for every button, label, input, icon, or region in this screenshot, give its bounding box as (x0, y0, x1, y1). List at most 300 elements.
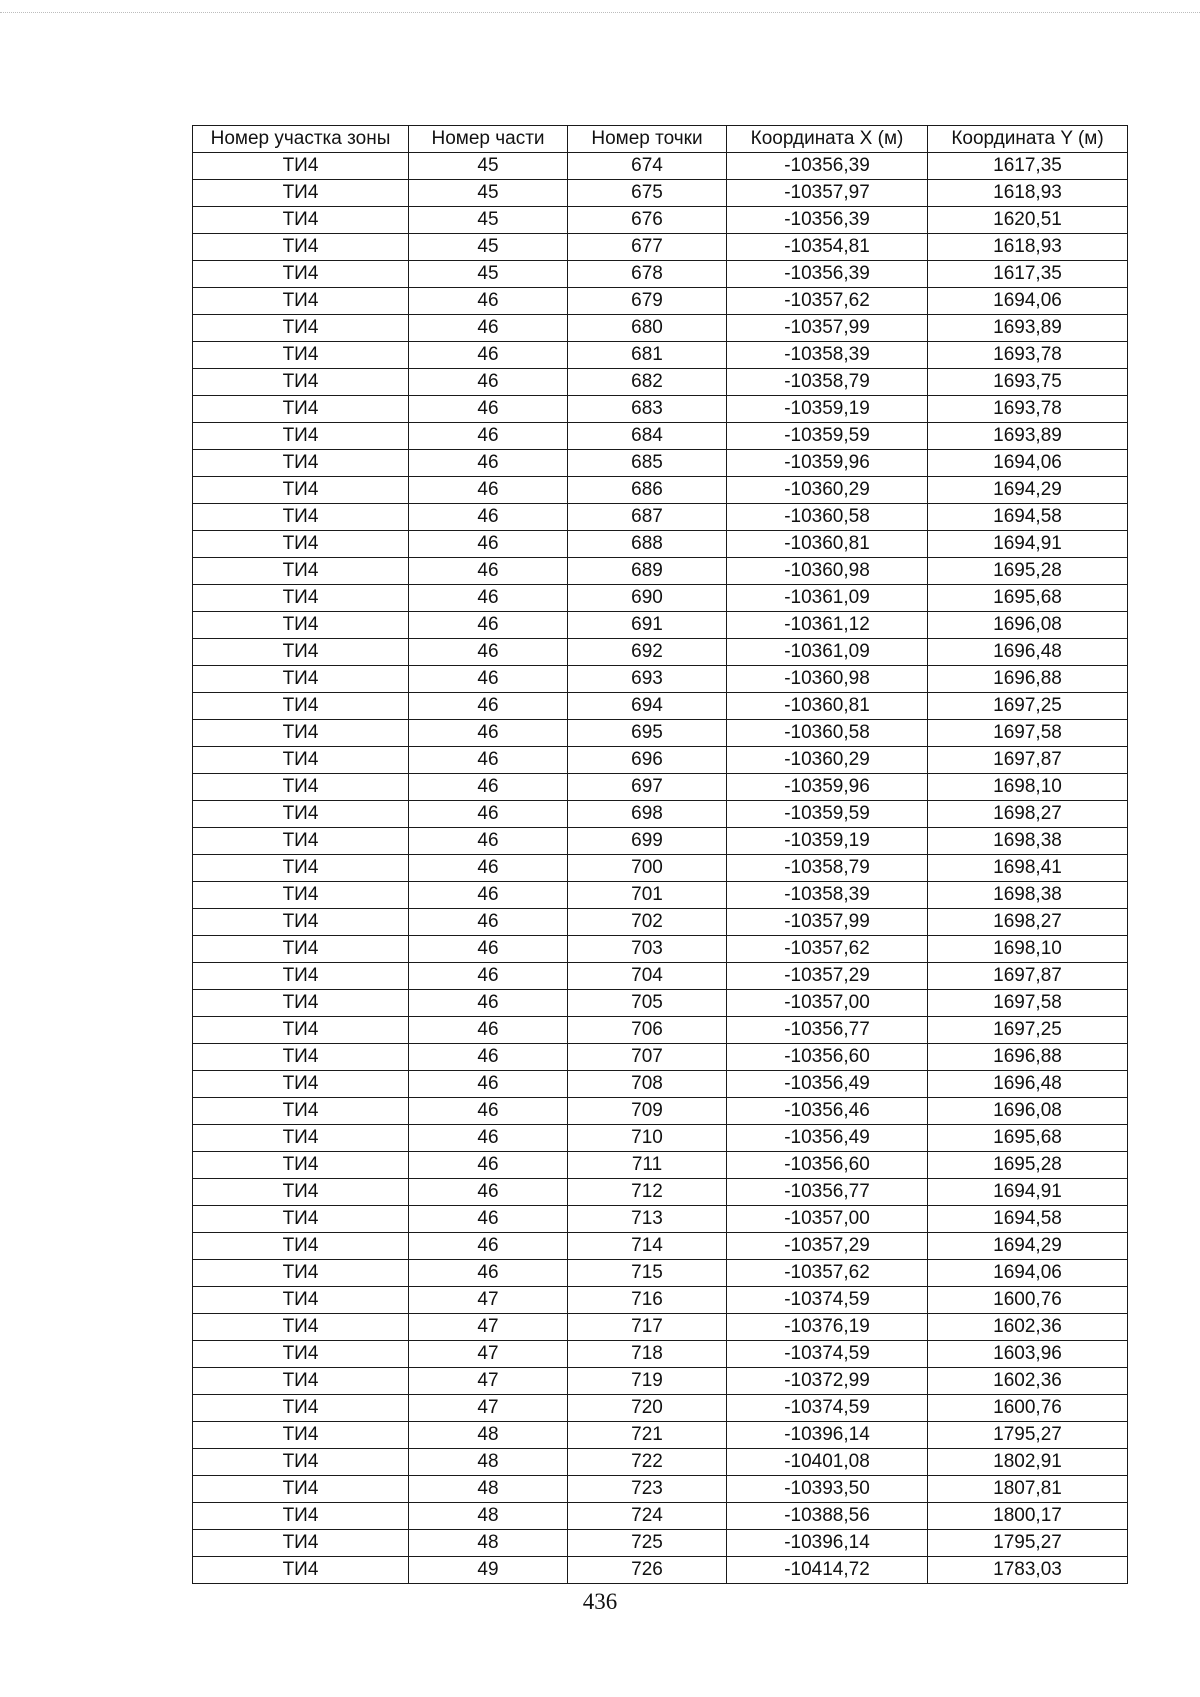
cell-coordinate-y: 1694,91 (928, 531, 1128, 558)
cell-zone-section: ТИ4 (193, 288, 409, 315)
cell-coordinate-x: -10356,60 (727, 1152, 928, 1179)
cell-part-number: 46 (409, 693, 568, 720)
cell-coordinate-x: -10357,99 (727, 909, 928, 936)
cell-coordinate-y: 1617,35 (928, 261, 1128, 288)
table-row (193, 882, 1128, 909)
cell-coordinate-y: 1617,35 (928, 153, 1128, 180)
table-row (193, 936, 1128, 963)
cell-zone-section: ТИ4 (193, 828, 409, 855)
table-row (193, 1368, 1128, 1395)
table-header (193, 126, 1128, 153)
cell-point-number: 723 (568, 1476, 727, 1503)
cell-coordinate-y: 1696,88 (928, 666, 1128, 693)
cell-zone-section: ТИ4 (193, 936, 409, 963)
cell-point-number: 715 (568, 1260, 727, 1287)
cell-coordinate-y: 1698,10 (928, 936, 1128, 963)
table-row (193, 774, 1128, 801)
cell-coordinate-y: 1693,78 (928, 396, 1128, 423)
cell-coordinate-y: 1695,68 (928, 585, 1128, 612)
table-row (193, 1314, 1128, 1341)
table-row (193, 153, 1128, 180)
cell-coordinate-x: -10357,29 (727, 1233, 928, 1260)
table-row (193, 207, 1128, 234)
cell-zone-section: ТИ4 (193, 801, 409, 828)
cell-part-number: 46 (409, 504, 568, 531)
table-row (193, 315, 1128, 342)
cell-zone-section: ТИ4 (193, 585, 409, 612)
cell-coordinate-x: -10357,00 (727, 1206, 928, 1233)
cell-zone-section: ТИ4 (193, 639, 409, 666)
cell-part-number: 46 (409, 315, 568, 342)
table-row (193, 558, 1128, 585)
table-row (193, 855, 1128, 882)
cell-coordinate-x: -10359,59 (727, 423, 928, 450)
cell-zone-section: ТИ4 (193, 1503, 409, 1530)
cell-coordinate-x: -10393,50 (727, 1476, 928, 1503)
cell-zone-section: ТИ4 (193, 1314, 409, 1341)
cell-coordinate-y: 1783,03 (928, 1557, 1128, 1584)
table-row (193, 585, 1128, 612)
table-row (193, 450, 1128, 477)
cell-part-number: 46 (409, 747, 568, 774)
cell-coordinate-y: 1695,28 (928, 1152, 1128, 1179)
cell-point-number: 682 (568, 369, 727, 396)
cell-point-number: 726 (568, 1557, 727, 1584)
table-row (193, 1422, 1128, 1449)
cell-coordinate-y: 1696,48 (928, 639, 1128, 666)
cell-part-number: 46 (409, 558, 568, 585)
cell-part-number: 46 (409, 1260, 568, 1287)
cell-coordinate-y: 1697,87 (928, 747, 1128, 774)
cell-zone-section: ТИ4 (193, 423, 409, 450)
cell-point-number: 720 (568, 1395, 727, 1422)
cell-zone-section: ТИ4 (193, 1530, 409, 1557)
cell-point-number: 713 (568, 1206, 727, 1233)
cell-part-number: 46 (409, 342, 568, 369)
cell-zone-section: ТИ4 (193, 1449, 409, 1476)
cell-coordinate-y: 1696,08 (928, 1098, 1128, 1125)
table-row (193, 234, 1128, 261)
cell-part-number: 46 (409, 1017, 568, 1044)
cell-point-number: 712 (568, 1179, 727, 1206)
table-row (193, 1017, 1128, 1044)
cell-coordinate-x: -10356,49 (727, 1071, 928, 1098)
cell-coordinate-x: -10360,58 (727, 504, 928, 531)
cell-coordinate-x: -10360,81 (727, 693, 928, 720)
table-row (193, 504, 1128, 531)
cell-zone-section: ТИ4 (193, 504, 409, 531)
table-row (193, 1071, 1128, 1098)
cell-zone-section: ТИ4 (193, 180, 409, 207)
cell-point-number: 688 (568, 531, 727, 558)
cell-coordinate-y: 1694,06 (928, 1260, 1128, 1287)
table-row (193, 1530, 1128, 1557)
cell-coordinate-x: -10356,49 (727, 1125, 928, 1152)
cell-point-number: 716 (568, 1287, 727, 1314)
table-row (193, 1476, 1128, 1503)
cell-coordinate-x: -10354,81 (727, 234, 928, 261)
cell-point-number: 699 (568, 828, 727, 855)
cell-part-number: 47 (409, 1314, 568, 1341)
cell-point-number: 679 (568, 288, 727, 315)
table-row (193, 693, 1128, 720)
cell-coordinate-x: -10356,60 (727, 1044, 928, 1071)
cell-coordinate-y: 1697,87 (928, 963, 1128, 990)
cell-zone-section: ТИ4 (193, 342, 409, 369)
cell-zone-section: ТИ4 (193, 315, 409, 342)
cell-point-number: 698 (568, 801, 727, 828)
cell-coordinate-x: -10374,59 (727, 1287, 928, 1314)
cell-point-number: 681 (568, 342, 727, 369)
cell-coordinate-y: 1697,25 (928, 693, 1128, 720)
cell-point-number: 722 (568, 1449, 727, 1476)
cell-part-number: 48 (409, 1476, 568, 1503)
cell-zone-section: ТИ4 (193, 1017, 409, 1044)
cell-coordinate-y: 1698,10 (928, 774, 1128, 801)
cell-coordinate-y: 1698,38 (928, 882, 1128, 909)
cell-zone-section: ТИ4 (193, 1179, 409, 1206)
cell-coordinate-y: 1695,28 (928, 558, 1128, 585)
cell-point-number: 674 (568, 153, 727, 180)
cell-part-number: 47 (409, 1368, 568, 1395)
table-row (193, 963, 1128, 990)
cell-part-number: 45 (409, 261, 568, 288)
cell-coordinate-y: 1693,78 (928, 342, 1128, 369)
cell-coordinate-y: 1694,29 (928, 1233, 1128, 1260)
cell-zone-section: ТИ4 (193, 1233, 409, 1260)
cell-zone-section: ТИ4 (193, 450, 409, 477)
cell-point-number: 700 (568, 855, 727, 882)
cell-coordinate-x: -10361,09 (727, 639, 928, 666)
cell-point-number: 692 (568, 639, 727, 666)
cell-coordinate-y: 1697,58 (928, 720, 1128, 747)
cell-coordinate-y: 1694,06 (928, 450, 1128, 477)
cell-coordinate-x: -10357,62 (727, 936, 928, 963)
cell-point-number: 676 (568, 207, 727, 234)
cell-part-number: 46 (409, 1071, 568, 1098)
cell-part-number: 46 (409, 855, 568, 882)
table-row (193, 1287, 1128, 1314)
cell-coordinate-x: -10358,79 (727, 369, 928, 396)
cell-part-number: 48 (409, 1449, 568, 1476)
cell-coordinate-x: -10360,58 (727, 720, 928, 747)
cell-coordinate-y: 1795,27 (928, 1530, 1128, 1557)
cell-point-number: 696 (568, 747, 727, 774)
cell-coordinate-x: -10358,79 (727, 855, 928, 882)
cell-zone-section: ТИ4 (193, 855, 409, 882)
table-row (193, 1152, 1128, 1179)
table-row (193, 990, 1128, 1017)
header-row (193, 126, 1128, 153)
table-row (193, 1557, 1128, 1584)
cell-coordinate-x: -10356,77 (727, 1017, 928, 1044)
table-row (193, 369, 1128, 396)
table-row (193, 342, 1128, 369)
cell-zone-section: ТИ4 (193, 1557, 409, 1584)
table-row (193, 477, 1128, 504)
header-zone-section: Номер участка зоны (193, 126, 409, 153)
page-top-rule (0, 12, 1200, 13)
table-row (193, 1098, 1128, 1125)
table-row (193, 396, 1128, 423)
table-row (193, 612, 1128, 639)
cell-coordinate-x: -10360,29 (727, 477, 928, 504)
cell-coordinate-x: -10357,00 (727, 990, 928, 1017)
table-row (193, 1395, 1128, 1422)
cell-part-number: 46 (409, 531, 568, 558)
cell-part-number: 45 (409, 207, 568, 234)
table-row (193, 801, 1128, 828)
table-row (193, 1449, 1128, 1476)
cell-coordinate-x: -10359,19 (727, 396, 928, 423)
cell-point-number: 714 (568, 1233, 727, 1260)
cell-zone-section: ТИ4 (193, 1152, 409, 1179)
cell-coordinate-y: 1800,17 (928, 1503, 1128, 1530)
cell-point-number: 706 (568, 1017, 727, 1044)
cell-zone-section: ТИ4 (193, 1206, 409, 1233)
table-row (193, 1260, 1128, 1287)
cell-coordinate-y: 1694,58 (928, 1206, 1128, 1233)
table-row (193, 909, 1128, 936)
table-row (193, 1044, 1128, 1071)
cell-coordinate-x: -10357,97 (727, 180, 928, 207)
cell-part-number: 47 (409, 1287, 568, 1314)
table-row (193, 1125, 1128, 1152)
cell-point-number: 683 (568, 396, 727, 423)
cell-coordinate-x: -10356,77 (727, 1179, 928, 1206)
cell-coordinate-y: 1697,58 (928, 990, 1128, 1017)
cell-coordinate-x: -10374,59 (727, 1395, 928, 1422)
cell-coordinate-y: 1618,93 (928, 180, 1128, 207)
cell-point-number: 693 (568, 666, 727, 693)
cell-coordinate-x: -10357,29 (727, 963, 928, 990)
cell-coordinate-x: -10357,62 (727, 1260, 928, 1287)
cell-part-number: 46 (409, 396, 568, 423)
table-row (193, 423, 1128, 450)
cell-coordinate-x: -10401,08 (727, 1449, 928, 1476)
cell-point-number: 684 (568, 423, 727, 450)
cell-coordinate-y: 1795,27 (928, 1422, 1128, 1449)
cell-part-number: 46 (409, 1233, 568, 1260)
cell-point-number: 680 (568, 315, 727, 342)
cell-part-number: 48 (409, 1503, 568, 1530)
cell-coordinate-y: 1696,48 (928, 1071, 1128, 1098)
header-point-number: Номер точки (568, 126, 727, 153)
cell-zone-section: ТИ4 (193, 747, 409, 774)
cell-part-number: 46 (409, 639, 568, 666)
cell-zone-section: ТИ4 (193, 909, 409, 936)
table-row (193, 666, 1128, 693)
cell-coordinate-x: -10374,59 (727, 1341, 928, 1368)
page-number: 436 (582, 1589, 618, 1614)
cell-coordinate-y: 1693,75 (928, 369, 1128, 396)
cell-zone-section: ТИ4 (193, 396, 409, 423)
cell-zone-section: ТИ4 (193, 1287, 409, 1314)
table-row (193, 828, 1128, 855)
cell-zone-section: ТИ4 (193, 234, 409, 261)
cell-coordinate-y: 1696,08 (928, 612, 1128, 639)
cell-part-number: 46 (409, 828, 568, 855)
table-body (193, 153, 1128, 1584)
cell-part-number: 46 (409, 369, 568, 396)
cell-coordinate-y: 1602,36 (928, 1314, 1128, 1341)
cell-coordinate-x: -10356,39 (727, 153, 928, 180)
cell-zone-section: ТИ4 (193, 774, 409, 801)
table-row (193, 1206, 1128, 1233)
cell-coordinate-y: 1694,29 (928, 477, 1128, 504)
cell-point-number: 689 (568, 558, 727, 585)
cell-part-number: 46 (409, 612, 568, 639)
cell-coordinate-x: -10360,29 (727, 747, 928, 774)
table-row (193, 1233, 1128, 1260)
table-row (193, 1503, 1128, 1530)
cell-part-number: 46 (409, 1098, 568, 1125)
cell-point-number: 725 (568, 1530, 727, 1557)
cell-point-number: 686 (568, 477, 727, 504)
header-part-number: Номер части (409, 126, 568, 153)
cell-coordinate-y: 1698,27 (928, 801, 1128, 828)
cell-coordinate-x: -10359,59 (727, 801, 928, 828)
cell-zone-section: ТИ4 (193, 1476, 409, 1503)
cell-point-number: 711 (568, 1152, 727, 1179)
cell-coordinate-x: -10360,81 (727, 531, 928, 558)
cell-zone-section: ТИ4 (193, 207, 409, 234)
coordinates-table (192, 125, 1128, 1584)
cell-point-number: 697 (568, 774, 727, 801)
cell-coordinate-y: 1693,89 (928, 423, 1128, 450)
cell-part-number: 47 (409, 1395, 568, 1422)
cell-point-number: 721 (568, 1422, 727, 1449)
cell-coordinate-x: -10356,39 (727, 207, 928, 234)
cell-coordinate-x: -10359,96 (727, 774, 928, 801)
cell-coordinate-y: 1802,91 (928, 1449, 1128, 1476)
cell-part-number: 46 (409, 882, 568, 909)
cell-part-number: 46 (409, 963, 568, 990)
cell-part-number: 46 (409, 1179, 568, 1206)
cell-coordinate-x: -10357,62 (727, 288, 928, 315)
cell-point-number: 704 (568, 963, 727, 990)
cell-coordinate-x: -10361,09 (727, 585, 928, 612)
cell-point-number: 702 (568, 909, 727, 936)
cell-zone-section: ТИ4 (193, 558, 409, 585)
cell-zone-section: ТИ4 (193, 612, 409, 639)
cell-part-number: 46 (409, 936, 568, 963)
table-row (193, 720, 1128, 747)
cell-coordinate-x: -10361,12 (727, 612, 928, 639)
cell-coordinate-y: 1698,27 (928, 909, 1128, 936)
cell-part-number: 46 (409, 666, 568, 693)
cell-coordinate-y: 1694,58 (928, 504, 1128, 531)
cell-coordinate-x: -10359,19 (727, 828, 928, 855)
cell-coordinate-y: 1620,51 (928, 207, 1128, 234)
cell-zone-section: ТИ4 (193, 1368, 409, 1395)
cell-point-number: 709 (568, 1098, 727, 1125)
cell-point-number: 694 (568, 693, 727, 720)
cell-point-number: 691 (568, 612, 727, 639)
cell-part-number: 45 (409, 180, 568, 207)
cell-coordinate-x: -10372,99 (727, 1368, 928, 1395)
cell-coordinate-x: -10358,39 (727, 342, 928, 369)
cell-zone-section: ТИ4 (193, 963, 409, 990)
cell-coordinate-x: -10356,39 (727, 261, 928, 288)
cell-part-number: 45 (409, 234, 568, 261)
table-row (193, 261, 1128, 288)
cell-coordinate-y: 1698,41 (928, 855, 1128, 882)
cell-point-number: 675 (568, 180, 727, 207)
cell-coordinate-x: -10360,98 (727, 558, 928, 585)
header-coordinate-x: Координата X (м) (727, 126, 928, 153)
cell-part-number: 46 (409, 477, 568, 504)
cell-point-number: 695 (568, 720, 727, 747)
cell-coordinate-y: 1693,89 (928, 315, 1128, 342)
cell-part-number: 46 (409, 423, 568, 450)
cell-zone-section: ТИ4 (193, 1260, 409, 1287)
cell-point-number: 677 (568, 234, 727, 261)
cell-part-number: 46 (409, 909, 568, 936)
table-row (193, 1179, 1128, 1206)
cell-coordinate-y: 1694,91 (928, 1179, 1128, 1206)
cell-coordinate-y: 1600,76 (928, 1395, 1128, 1422)
cell-part-number: 46 (409, 1125, 568, 1152)
cell-zone-section: ТИ4 (193, 369, 409, 396)
cell-zone-section: ТИ4 (193, 720, 409, 747)
cell-zone-section: ТИ4 (193, 693, 409, 720)
cell-coordinate-x: -10356,46 (727, 1098, 928, 1125)
cell-zone-section: ТИ4 (193, 990, 409, 1017)
header-coordinate-y: Координата Y (м) (928, 126, 1128, 153)
cell-part-number: 46 (409, 585, 568, 612)
cell-part-number: 46 (409, 1152, 568, 1179)
cell-coordinate-y: 1697,25 (928, 1017, 1128, 1044)
cell-zone-section: ТИ4 (193, 882, 409, 909)
cell-point-number: 690 (568, 585, 727, 612)
cell-zone-section: ТИ4 (193, 1395, 409, 1422)
cell-coordinate-x: -10396,14 (727, 1422, 928, 1449)
table-row (193, 1341, 1128, 1368)
cell-zone-section: ТИ4 (193, 261, 409, 288)
cell-coordinate-y: 1618,93 (928, 234, 1128, 261)
cell-coordinate-y: 1698,38 (928, 828, 1128, 855)
cell-point-number: 724 (568, 1503, 727, 1530)
cell-part-number: 46 (409, 720, 568, 747)
cell-coordinate-x: -10358,39 (727, 882, 928, 909)
cell-coordinate-y: 1602,36 (928, 1368, 1128, 1395)
table-row (193, 639, 1128, 666)
cell-part-number: 46 (409, 1044, 568, 1071)
cell-coordinate-y: 1696,88 (928, 1044, 1128, 1071)
cell-coordinate-y: 1694,06 (928, 288, 1128, 315)
table-row (193, 747, 1128, 774)
table-row (193, 180, 1128, 207)
cell-part-number: 48 (409, 1530, 568, 1557)
cell-point-number: 701 (568, 882, 727, 909)
table-row (193, 531, 1128, 558)
cell-point-number: 678 (568, 261, 727, 288)
cell-part-number: 46 (409, 774, 568, 801)
cell-zone-section: ТИ4 (193, 1044, 409, 1071)
cell-point-number: 718 (568, 1341, 727, 1368)
cell-coordinate-y: 1695,68 (928, 1125, 1128, 1152)
cell-coordinate-x: -10388,56 (727, 1503, 928, 1530)
cell-part-number: 46 (409, 288, 568, 315)
cell-coordinate-x: -10357,99 (727, 315, 928, 342)
cell-part-number: 46 (409, 1206, 568, 1233)
cell-zone-section: ТИ4 (193, 1071, 409, 1098)
cell-coordinate-x: -10396,14 (727, 1530, 928, 1557)
cell-part-number: 46 (409, 990, 568, 1017)
table-row (193, 288, 1128, 315)
cell-coordinate-y: 1600,76 (928, 1287, 1128, 1314)
